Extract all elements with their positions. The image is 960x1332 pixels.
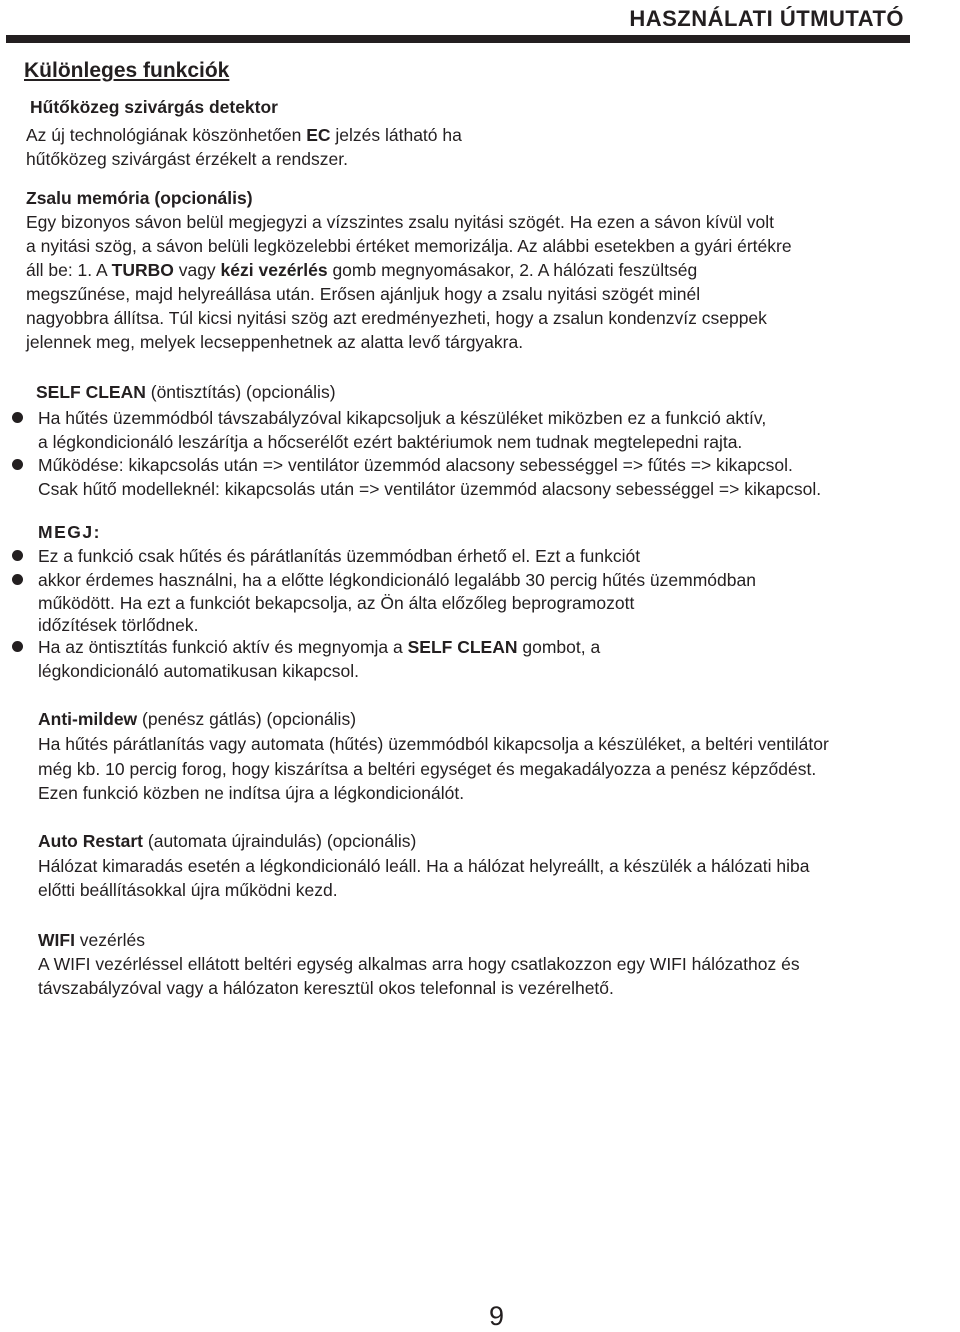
- louver-line1: Egy bizonyos sávon belül megjegyzi a vízszintes zsalu nyitási szögét. Ha ezen a sávon kívül volt: [26, 212, 775, 232]
- anti-mildew-line3: Ezen funkció közben ne indítsa újra a légkondicionálót.: [38, 783, 465, 803]
- note-line3: működött. Ha ezt a funkciót bekapcsolja, az Ön álta előzőleg beprogramozott: [38, 593, 635, 613]
- anti-mildew-line2: még kb. 10 percig forog, hogy kiszárítsa a beltéri egységet és megakadályozza a penész képződést.: [38, 759, 817, 779]
- note-line5: Ha az öntisztítás funkció aktív és megnyomja a SELF CLEAN gombot, a: [38, 637, 601, 657]
- auto-restart-title: Auto Restart (automata újraindulás) (opcionális): [38, 831, 417, 851]
- louver-line3: áll be: 1. A TURBO vagy kézi vezérlés gomb megnyomásakor, 2. A hálózati feszültség: [26, 260, 698, 280]
- bullet-icon: [12, 459, 23, 470]
- self-clean-b2-line2: Csak hűtő modelleknél: kikapcsolás után => ventilátor üzemmód alacsony sebességgel => kikapcsol.: [38, 479, 822, 499]
- note-line6: légkondicionáló automatikusan kikapcsol.: [38, 661, 360, 681]
- header-title: HASZNÁLATI ÚTMUTATÓ: [629, 6, 904, 31]
- auto-restart-line2: előtti beállításokkal újra működni kezd.: [38, 880, 338, 900]
- bullet-icon: [12, 641, 23, 652]
- bullet-icon: [12, 550, 23, 561]
- note-title: MEGJ:: [38, 522, 101, 542]
- self-clean-b2-line1: Működése: kikapcsolás után => ventilátor üzemmód alacsony sebességgel => fűtés => kikapcsol.: [38, 455, 793, 475]
- leak-title: Hűtőközeg szivárgás detektor: [30, 97, 278, 117]
- wifi-line2: távszabályzóval vagy a hálózaton keresztül okos telefonnal is vezérelhető.: [38, 978, 614, 998]
- anti-mildew-title: Anti-mildew (penész gátlás) (opcionális): [38, 709, 357, 729]
- note-line1: Ez a funkció csak hűtés és párátlanítás üzemmódban érhető el. Ezt a funkciót: [38, 546, 641, 566]
- self-clean-title: SELF CLEAN (öntisztítás) (opcionális): [36, 382, 336, 402]
- note-line2: akkor érdemes használni, ha a előtte légkondicionáló legalább 30 percig hűtés üzemmódban: [38, 570, 756, 590]
- bullet-icon: [12, 574, 23, 585]
- leak-text-line1: Az új technológiának köszönhetően EC jelzés látható ha: [26, 125, 462, 145]
- louver-title: Zsalu memória (opcionális): [26, 188, 253, 208]
- louver-line5: nagyobbra állítsa. Túl kicsi nyitási szög azt eredményezheti, hogy a zsalun kondenzvíz cseppek: [26, 308, 767, 328]
- auto-restart-line1: Hálózat kimaradás esetén a légkondicionáló leáll. Ha a hálózat helyreállt, a készülék a hálózati hiba: [38, 856, 810, 876]
- bullet-icon: [12, 412, 23, 423]
- anti-mildew-line1: Ha hűtés párátlanítás vagy automata (hűtés) üzemmódból kikapcsolja a készüléket, a beltéri ventilátor: [38, 734, 829, 754]
- leak-text-line2: hűtőközeg szivárgást érzékelt a rendszer.: [26, 149, 348, 169]
- wifi-line1: A WIFI vezérléssel ellátott beltéri egység alkalmas arra hogy csatlakozzon egy WIFI hálózathoz és: [38, 954, 800, 974]
- page-number: 9: [489, 1301, 505, 1331]
- louver-line4: megszűnése, majd helyreállása után. Erősen ajánljuk hogy a zsalu nyitási szögét minél: [26, 284, 701, 304]
- header-rule: [6, 35, 910, 43]
- self-clean-b1-line2: a légkondicionáló leszárítja a hőcserélőt ezért baktériumok nem tudnak megtelepedni rajta.: [38, 432, 743, 452]
- note-line4: időzítések törlődnek.: [38, 615, 199, 635]
- wifi-title: WIFI vezérlés: [38, 930, 145, 950]
- louver-line6: jelennek meg, melyek lecseppenhetnek az alatta levő tárgyakra.: [26, 332, 524, 352]
- section-title: Különleges funkciók: [24, 59, 230, 82]
- louver-line2: a nyitási szög, a sávon belüli legközelebbi értéket memorizálja. Az alábbi esetekben a gyári értékre: [26, 236, 792, 256]
- self-clean-b1-line1: Ha hűtés üzemmódból távszabályzóval kikapcsoljuk a készüléket miközben ez a funkció aktív,: [38, 408, 767, 428]
